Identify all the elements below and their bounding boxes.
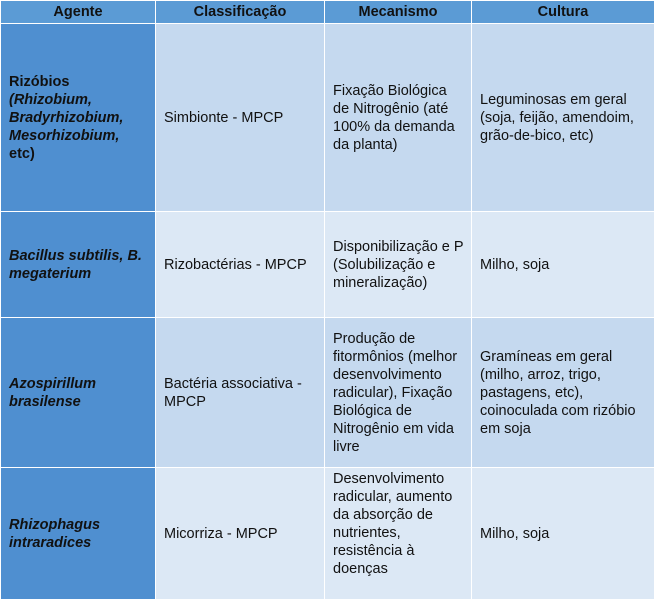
classification-cell: Rizobactérias - MPCP <box>156 212 325 318</box>
mechanism-cell: Disponibilização e P (Solubilização e mineralização) <box>325 212 472 318</box>
header-mecanismo: Mecanismo <box>325 1 472 24</box>
agent-end: etc) <box>9 146 35 162</box>
agent-name: Azospirillum brasilense <box>9 376 96 410</box>
agent-cell <box>1 212 156 318</box>
header-classificacao: Classificação <box>156 1 325 24</box>
header-cultura: Cultura <box>472 1 654 24</box>
culture-cell: Milho, soja <box>472 468 654 600</box>
agent-cell <box>1 24 156 212</box>
mechanism-cell: Fixação Biológica de Nitrogênio (até 100% da demanda da planta) <box>325 24 472 212</box>
agent-subtitle: (Rhizobium, Bradyrhizobium, Mesorhizobium, <box>9 92 123 144</box>
header-agente: Agente <box>1 1 156 24</box>
classification-cell: Bactéria associativa - MPCP <box>156 318 325 468</box>
agent-name: Rhizophagus intraradices <box>9 517 100 551</box>
table-row <box>1 468 654 600</box>
table-header-row <box>1 1 654 24</box>
table-row <box>1 318 654 468</box>
classification-cell: Simbionte - MPCP <box>156 24 325 212</box>
agent-cell <box>1 468 156 600</box>
mechanism-cell: Produção de fitormônios (melhor desenvolvimento radicular), Fixação Biológica de Nitrogênio em vida livre <box>325 318 472 468</box>
culture-cell: Gramíneas em geral (milho, arroz, trigo, pastagens, etc), coinoculada com rizóbio em soja <box>472 318 654 468</box>
classification-cell: Micorriza - MPCP <box>156 468 325 600</box>
agent-name: Rizóbios <box>9 74 69 90</box>
table-row <box>1 24 654 212</box>
culture-cell: Milho, soja <box>472 212 654 318</box>
mechanism-cell: Desenvolvimento radicular, aumento da absorção de nutrientes, resistência à doenças <box>325 468 472 600</box>
agent-cell <box>1 318 156 468</box>
culture-cell: Leguminosas em geral (soja, feijão, amendoim, grão-de-bico, etc) <box>472 24 654 212</box>
agent-name: Bacillus subtilis, B. megaterium <box>9 248 142 282</box>
table-row <box>1 212 654 318</box>
